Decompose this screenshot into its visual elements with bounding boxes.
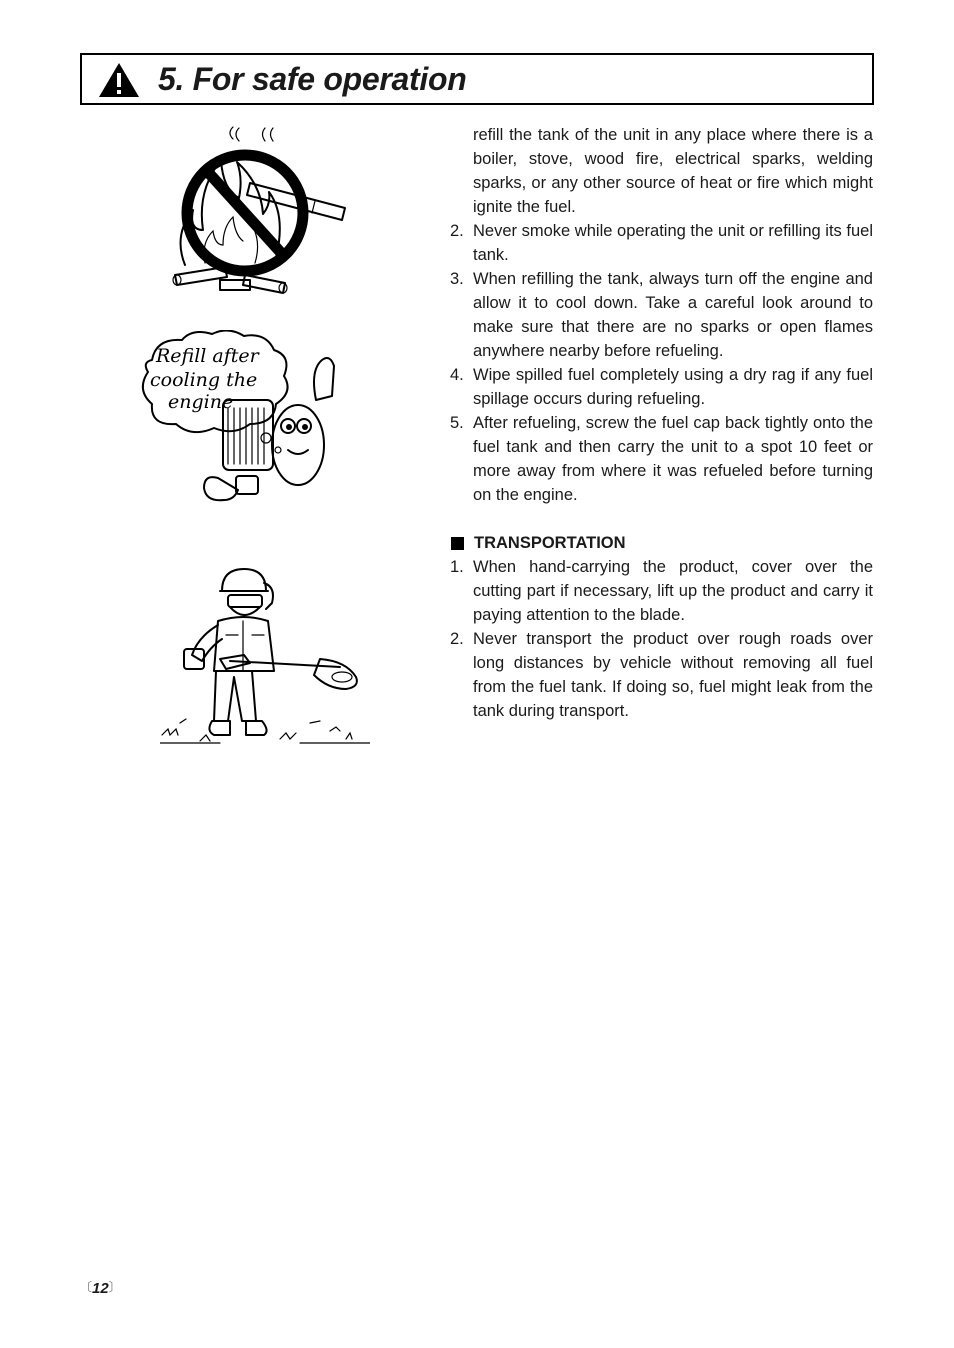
- refill-bubble-text: Refill after cooling the engine: [150, 345, 259, 413]
- list-item: 2. Never transport the product over rough roads over long distances by vehicle without removing all fuel from the fuel tank. If doing so, fuel might leak from the tank during transport.: [450, 630, 873, 720]
- warning-triangle-icon: [98, 62, 140, 98]
- worker-carrying-trimmer-illustration: [160, 563, 370, 748]
- list-item: 2. Never smoke while operating the unit or refilling its fuel tank.: [450, 222, 873, 264]
- list-item: 1. When hand-carrying the product, cover over the cutting part if necessary, lift up the product and carry it paying attention to the blade.: [450, 558, 873, 624]
- list-item: 3. When refilling the tank, always turn off the engine and allow it to cool down. Take a careful look around to make sure that there are no sparks or open flames anywhere nearby before refueling.: [450, 270, 873, 360]
- list-item: 5. After refueling, screw the fuel cap back tightly onto the fuel tank and then carry the unit to a spot 10 feet or more away from where it was refueled before turning on the engine.: [450, 414, 873, 504]
- page-title: 5. For safe operation: [158, 61, 467, 97]
- text-column: [450, 123, 873, 723]
- section-header: [80, 53, 874, 105]
- refill-engine-illustration: [138, 330, 338, 502]
- intro-continuation: refill the tank of the unit in any place where there is a boiler, stove, wood fire, electrical sparks, welding sparks, or any other source of heat or fire which might ignite the fuel.: [473, 126, 873, 216]
- section-heading: TRANSPORTATION: [450, 531, 873, 555]
- list-item: 4. Wipe spilled fuel completely using a dry rag if any fuel spillage occurs during refueling.: [450, 366, 873, 408]
- square-bullet-icon: [451, 537, 464, 550]
- no-smoking-illustration: [165, 125, 355, 295]
- page-number: 〔12〕: [80, 1280, 121, 1297]
